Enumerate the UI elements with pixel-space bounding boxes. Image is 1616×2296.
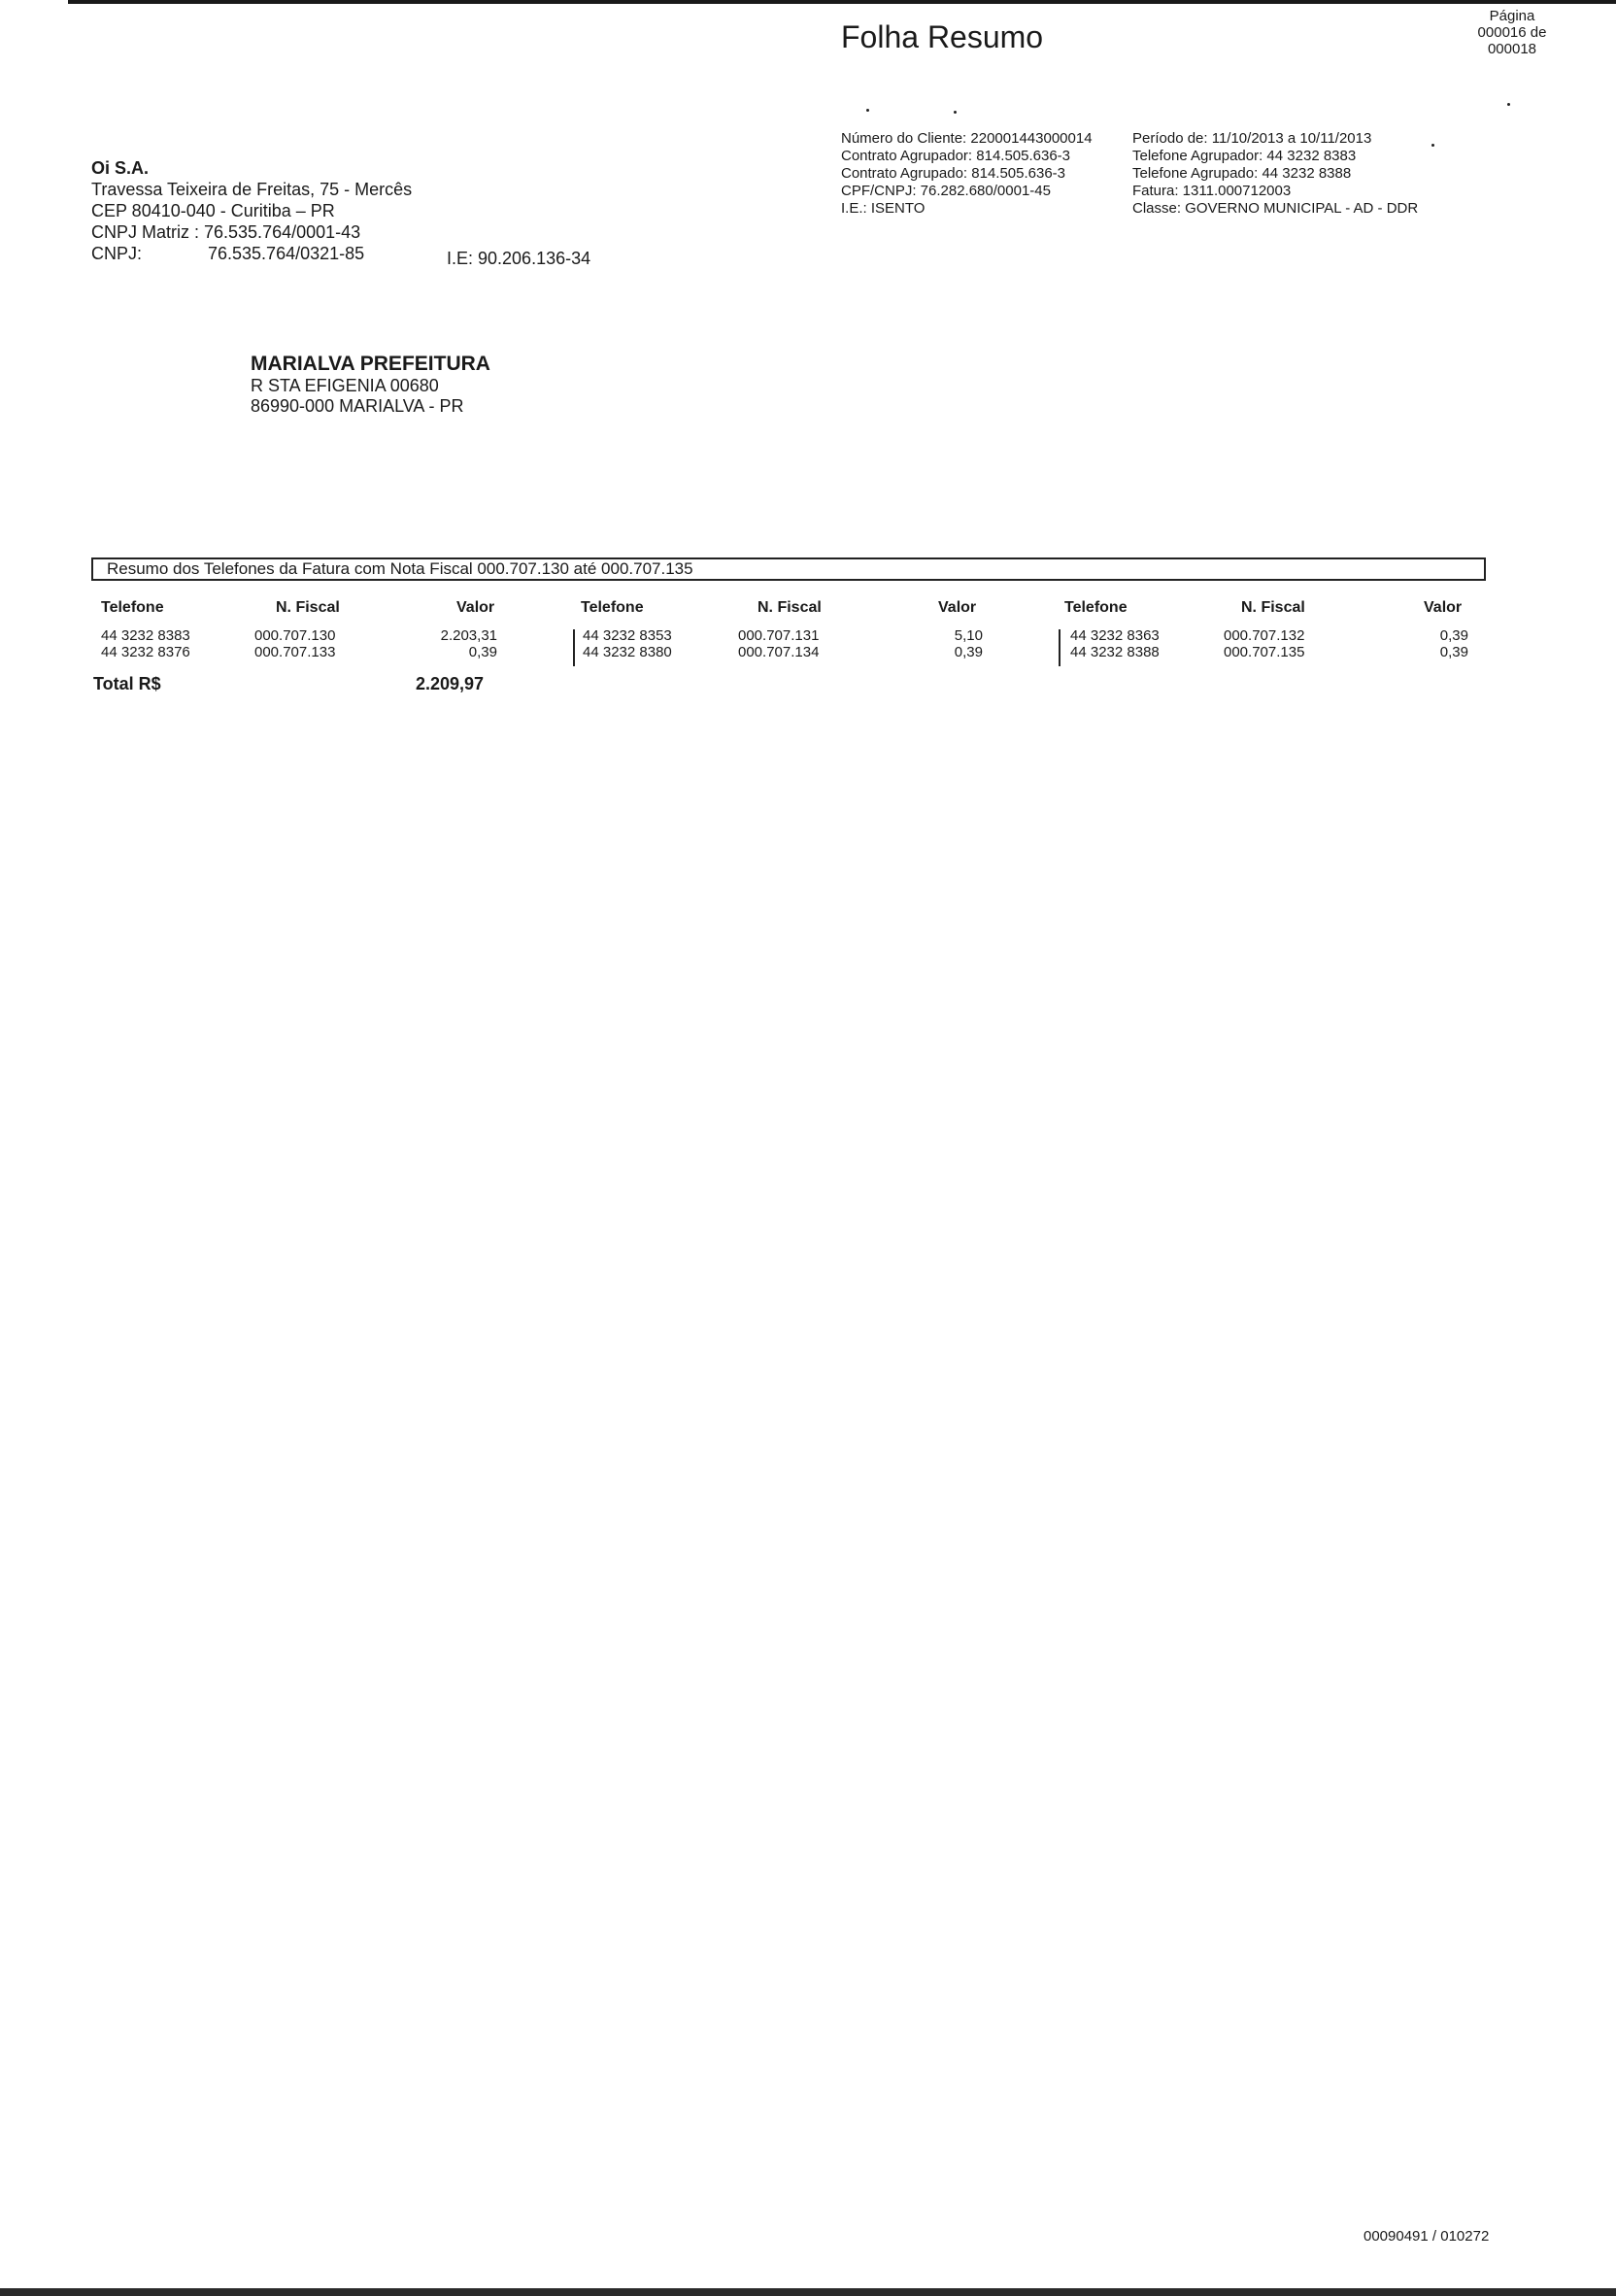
client-info-left [841,130,1093,218]
summary-box-title: Resumo dos Telefones da Fatura com Nota Fiscal 000.707.130 até 000.707.135 [91,557,1486,581]
scan-dot [866,109,869,112]
company-cnpj-matriz: CNPJ Matriz : 76.535.764/0001-43 [91,222,361,242]
client-ie: I.E.: ISENTO [841,200,926,217]
page-title: Folha Resumo [841,19,1044,54]
header-telefone: Telefone [101,599,164,616]
footer-code: 00090491 / 010272 [1364,2228,1490,2245]
scan-dot [1507,103,1510,106]
row-telefone: 44 3232 8388 [1070,644,1160,660]
header-nfiscal: N. Fiscal [758,599,822,616]
company-cep: CEP 80410-040 - Curitiba – PR [91,201,335,220]
client-number: Número do Cliente: 220001443000014 [841,130,1093,147]
company-address: Travessa Teixeira de Freitas, 75 - Mercês [91,180,413,199]
recipient-street: R STA EFIGENIA 00680 [251,376,439,395]
billing-period: Período de: 11/10/2013 a 10/11/2013 [1132,130,1372,147]
invoice-number: Fatura: 1311.000712003 [1132,183,1292,199]
row-valor: 0,39 [1439,627,1468,644]
bottom-border-line [0,2288,1616,2296]
row-nfiscal: 000.707.133 [254,644,336,660]
contract-aggregated: Contrato Agrupado: 814.505.636-3 [841,165,1066,182]
row-telefone: 44 3232 8383 [101,627,190,644]
header-telefone: Telefone [581,599,644,616]
client-cnpj: CPF/CNPJ: 76.282.680/0001-45 [841,183,1051,199]
company-cnpj-value: 76.535.764/0321-85 [208,244,365,263]
row-valor: 2.203,31 [440,627,497,644]
recipient-city: 86990-000 MARIALVA - PR [251,396,464,416]
row-telefone: 44 3232 8376 [101,644,190,660]
header-valor: Valor [938,599,977,616]
page-indicator [1468,8,1556,57]
column-separator [573,629,575,666]
company-info [91,157,412,264]
header-nfiscal: N. Fiscal [276,599,340,616]
contract-aggregator: Contrato Agrupador: 814.505.636-3 [841,148,1071,164]
row-valor: 0,39 [954,644,983,660]
company-cnpj-label: CNPJ: [91,244,143,263]
row-valor: 0,39 [1439,644,1468,660]
column-separator [1059,629,1060,666]
page-value: 000016 de [1477,24,1547,41]
row-nfiscal: 000.707.135 [1224,644,1305,660]
recipient-name: MARIALVA PREFEITURA [251,353,490,375]
row-nfiscal: 000.707.130 [254,627,336,644]
header-valor: Valor [1424,599,1463,616]
total-label: Total R$ [93,674,161,693]
company-cnpj-row [91,243,412,264]
row-valor: 5,10 [954,627,983,644]
company-name: Oi S.A. [91,158,150,178]
header-telefone: Telefone [1064,599,1128,616]
scan-dot [1431,144,1434,147]
row-nfiscal: 000.707.134 [738,644,820,660]
client-info-right [1132,130,1424,218]
total-value: 2.209,97 [416,674,485,693]
row-valor: 0,39 [468,644,497,660]
row-telefone: 44 3232 8363 [1070,627,1160,644]
page-total: 000018 [1487,41,1537,57]
scan-dot [954,111,957,114]
top-border-line [68,0,1616,4]
page-label: Página [1489,8,1535,24]
phone-aggregated: Telefone Agrupado: 44 3232 8388 [1132,165,1352,182]
phone-aggregator: Telefone Agrupador: 44 3232 8383 [1132,148,1357,164]
company-ie: I.E: 90.206.136-34 [447,249,591,268]
header-nfiscal: N. Fiscal [1241,599,1305,616]
header-valor: Valor [456,599,495,616]
client-class: Classe: GOVERNO MUNICIPAL - AD - DDR [1132,200,1419,217]
row-nfiscal: 000.707.132 [1224,627,1305,644]
row-nfiscal: 000.707.131 [738,627,820,644]
row-telefone: 44 3232 8380 [583,644,672,660]
row-telefone: 44 3232 8353 [583,627,672,644]
recipient-address [251,354,490,417]
